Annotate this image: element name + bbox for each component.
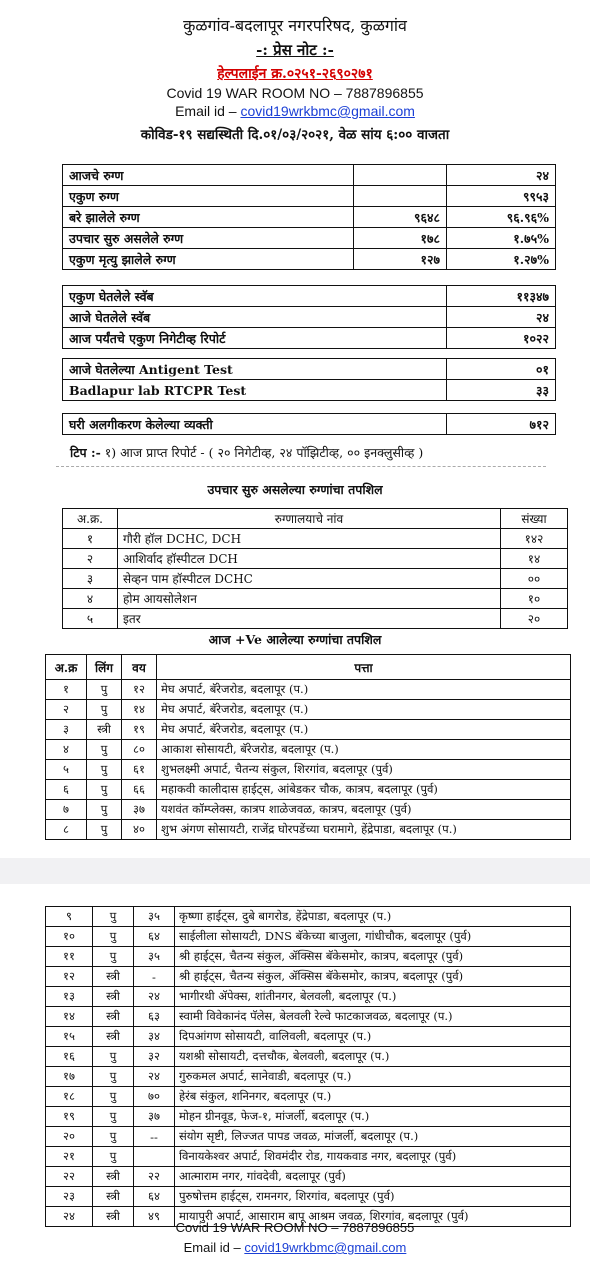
stat-value: ०१	[447, 359, 556, 380]
patient-gender: पु	[87, 680, 122, 700]
hospital-table	[62, 508, 568, 629]
stat-label: आजे घेतलेले स्वॅब	[63, 307, 447, 328]
header-serial: अ.क्र	[46, 655, 87, 680]
patient-address: आकाश सोसायटी, बॅरेजरोड, बदलापूर (प.)	[157, 740, 571, 760]
hospital-row	[63, 529, 568, 549]
stat-value: ३३	[447, 380, 556, 401]
patient-serial: ३	[46, 720, 87, 740]
patient-serial: १४	[46, 1007, 93, 1027]
note-prefix: टिप :-	[70, 445, 101, 460]
patient-gender: पु	[93, 947, 134, 967]
header-hospital-name: रुग्णालयाचे नांव	[118, 509, 501, 529]
cases-table	[62, 164, 556, 270]
patient-serial: १८	[46, 1087, 93, 1107]
stat-count: १२७	[354, 249, 447, 270]
hospital-section-title: उपचार सुरु असलेल्या रुग्णांचा तपशिल	[207, 482, 383, 497]
patient-row	[46, 800, 571, 820]
stat-label: एकुण घेतलेले स्वॅब	[63, 286, 447, 307]
stat-count	[354, 186, 447, 207]
patient-address: मायापुरी अपार्ट, आसाराम बापू आश्रम जवळ, शिरगांव, बदलापूर (पुर्व)	[175, 1207, 571, 1227]
hospital-count: १०	[501, 589, 568, 609]
patient-gender: स्त्री	[93, 987, 134, 1007]
patient-gender: स्त्री	[87, 720, 122, 740]
patient-address: मेघ अपार्ट, बॅरेजरोड, बदलापूर (प.)	[157, 680, 571, 700]
patient-serial: २३	[46, 1187, 93, 1207]
hospital-count: २०	[501, 609, 568, 629]
patient-age: ४९	[134, 1207, 175, 1227]
stat-value: ९९५३	[447, 186, 556, 207]
stat-value: १.२७%	[447, 249, 556, 270]
email-link[interactable]: covid19wrkbmc@gmail.com	[240, 103, 415, 119]
hospital-header-row	[63, 509, 568, 529]
positive-section-title: आज +Ve आलेल्या रुग्णांचा तपशिल	[208, 632, 382, 647]
positive-header-row	[46, 655, 571, 680]
stat-label: आज पर्यंतचे एकुण निगेटीव्ह रिपोर्ट	[63, 328, 447, 349]
patient-row	[46, 1047, 571, 1067]
patient-gender: पु	[93, 1087, 134, 1107]
patient-address: मोहन ग्रीनवूड, फेज-१, मांजर्ली, बदलापूर (प.)	[175, 1107, 571, 1127]
hospital-count: ००	[501, 569, 568, 589]
patient-gender: स्त्री	[93, 1167, 134, 1187]
patient-address: मेघ अपार्ट, बॅरेजरोड, बदलापूर (प.)	[157, 720, 571, 740]
divider	[56, 466, 546, 467]
swab-row	[63, 307, 556, 328]
hospital-serial: २	[63, 549, 118, 569]
stat-value: २४	[447, 165, 556, 186]
patient-serial: १९	[46, 1107, 93, 1127]
patient-age	[134, 1147, 175, 1167]
hospital-serial: १	[63, 529, 118, 549]
patient-gender: पु	[87, 740, 122, 760]
hospital-row	[63, 609, 568, 629]
patient-address: संयोग सृष्टी, लिज्जत पापड जवळ, मांजर्ली, बदलापूर (प.)	[175, 1127, 571, 1147]
positive-table-page-2	[45, 906, 571, 1227]
header-serial: अ.क्र.	[63, 509, 118, 529]
press-note-page-2	[0, 884, 590, 1280]
patient-row	[46, 1007, 571, 1027]
patient-gender: पु	[93, 1127, 134, 1147]
patient-serial: १०	[46, 927, 93, 947]
patient-row	[46, 780, 571, 800]
hospital-serial: ५	[63, 609, 118, 629]
isolation-value: ७१२	[447, 414, 556, 435]
patient-address: शुभ अंगण सोसायटी, राजेंद्र घोरपडेंच्या घरामागे, हेंद्रेपाडा, बदलापूर (प.)	[157, 820, 571, 840]
test-row	[63, 380, 556, 401]
isolation-label: घरी अलगीकरण केलेल्या व्यक्ती	[63, 414, 447, 435]
patient-address: साईलीला सोसायटी, DNS बॅकेच्या बाजुला, गांधीचौक, बदलापूर (पुर्व)	[175, 927, 571, 947]
patient-serial: ४	[46, 740, 87, 760]
patient-gender: पु	[93, 1107, 134, 1127]
patient-gender: पु	[87, 820, 122, 840]
patient-address: गुरुकमल अपार्ट, सानेवाडी, बदलापूर (प.)	[175, 1067, 571, 1087]
patient-age: १९	[122, 720, 157, 740]
patient-age: --	[134, 1127, 175, 1147]
patient-serial: २	[46, 700, 87, 720]
patient-row	[46, 1167, 571, 1187]
cases-row	[63, 207, 556, 228]
patient-age: १२	[122, 680, 157, 700]
patient-serial: ११	[46, 947, 93, 967]
press-note-heading: -: प्रेस नोट :-	[256, 41, 334, 59]
patient-age: २२	[134, 1167, 175, 1187]
email-line	[0, 103, 590, 119]
patient-age: ३५	[134, 907, 175, 927]
hospital-serial: ३	[63, 569, 118, 589]
patient-age: ३५	[134, 947, 175, 967]
page-separator	[0, 858, 590, 884]
patient-age: ६४	[134, 927, 175, 947]
patient-address: आत्माराम नगर, गांवदेवी, बदलापूर (पुर्व)	[175, 1167, 571, 1187]
hospital-row	[63, 549, 568, 569]
patient-serial: ९	[46, 907, 93, 927]
patient-address: स्वामी विवेकानंद पॅलेस, बेलवली रेल्वे फाटकाजवळ, बदलापूर (प.)	[175, 1007, 571, 1027]
patient-gender: पु	[87, 700, 122, 720]
patient-row	[46, 1027, 571, 1047]
patient-age: ६१	[122, 760, 157, 780]
patient-age: २४	[134, 1067, 175, 1087]
note-text: १) आज प्राप्त रिपोर्ट - ( २० निगेटीव्ह, २४ पॉझिटीव्ह, ०० इनक्लुसीव्ह )	[100, 445, 424, 460]
patient-age: ८०	[122, 740, 157, 760]
patient-gender: पु	[87, 780, 122, 800]
patient-serial: १५	[46, 1027, 93, 1047]
cases-row	[63, 165, 556, 186]
patient-serial: ५	[46, 760, 87, 780]
patient-age: ३७	[134, 1107, 175, 1127]
cases-row	[63, 228, 556, 249]
patient-row	[46, 987, 571, 1007]
header-gender: लिंग	[87, 655, 122, 680]
stat-count: ९६४८	[354, 207, 447, 228]
hospital-serial: ४	[63, 589, 118, 609]
patient-address: विनायकेश्वर अपार्ट, शिवमंदीर रोड, गायकवाड नगर, बदलापूर (पुर्व)	[175, 1147, 571, 1167]
council-title: कुळगांव-बदलापूर नगरपरिषद, कुळगांव	[183, 16, 407, 35]
patient-serial: १६	[46, 1047, 93, 1067]
stat-label: उपचार सुरु असलेले रुग्ण	[63, 228, 354, 249]
patient-age: ३२	[134, 1047, 175, 1067]
hospital-name: होम आयसोलेशन	[118, 589, 501, 609]
patient-row	[46, 1147, 571, 1167]
patient-gender: पु	[87, 800, 122, 820]
patient-row	[46, 740, 571, 760]
patient-address: शुभलक्ष्मी अपार्ट, चैतन्य संकुल, शिरगांव, बदलापूर (पुर्व)	[157, 760, 571, 780]
patient-row	[46, 720, 571, 740]
stat-label: बरे झालेले रुग्ण	[63, 207, 354, 228]
patient-address: कृष्णा हाईट्स, दुबे बागरोड, हेंद्रेपाडा, बदलापूर (प.)	[175, 907, 571, 927]
header-count: संख्या	[501, 509, 568, 529]
patient-gender: पु	[93, 927, 134, 947]
swab-table	[62, 285, 556, 349]
patient-row	[46, 1087, 571, 1107]
hospital-name: सेव्हन पाम हॉस्पीटल DCHC	[118, 569, 501, 589]
hospital-row	[63, 589, 568, 609]
patient-serial: १३	[46, 987, 93, 1007]
tests-table	[62, 358, 556, 401]
patient-serial: ७	[46, 800, 87, 820]
header-address: पत्ता	[157, 655, 571, 680]
patient-age: ७०	[134, 1087, 175, 1107]
patient-gender: पु	[93, 907, 134, 927]
patient-serial: १२	[46, 967, 93, 987]
patient-address: भागीरथी ॲपेक्स, शांतीनगर, बेलवली, बदलापूर (प.)	[175, 987, 571, 1007]
patient-serial: २२	[46, 1167, 93, 1187]
patient-row	[46, 947, 571, 967]
patient-gender: पु	[93, 1047, 134, 1067]
footer-email-link[interactable]: covid19wrkbmc@gmail.com	[244, 1240, 407, 1255]
hospital-name: आशिर्वाद हॉस्पीटल DCH	[118, 549, 501, 569]
patient-age: ३४	[134, 1027, 175, 1047]
patient-gender: पु	[87, 760, 122, 780]
patient-age: ६४	[134, 1187, 175, 1207]
positive-table-page-1	[45, 654, 571, 840]
patient-serial: १	[46, 680, 87, 700]
isolation-table	[62, 413, 556, 435]
patient-row	[46, 820, 571, 840]
patient-address: मेघ अपार्ट, बॅरेजरोड, बदलापूर (प.)	[157, 700, 571, 720]
email-label: Email id –	[175, 103, 241, 119]
patient-row	[46, 680, 571, 700]
patient-address: यशवंत कॉम्प्लेक्स, कात्रप शाळेजवळ, कात्रप, बदलापूर (पुर्व)	[157, 800, 571, 820]
patient-age: ६३	[134, 1007, 175, 1027]
stat-value: ११३४७	[447, 286, 556, 307]
war-room-number: Covid 19 WAR ROOM NO – 7887896855	[166, 85, 424, 101]
patient-address: यशश्री सोसायटी, दत्तचौक, बेलवली, बदलापूर (प.)	[175, 1047, 571, 1067]
patient-gender: स्त्री	[93, 1007, 134, 1027]
header-age: वय	[122, 655, 157, 680]
patient-gender: स्त्री	[93, 1207, 134, 1227]
note-line	[70, 444, 423, 461]
patient-age: ४०	[122, 820, 157, 840]
hospital-name: गौरी हॉल DCHC, DCH	[118, 529, 501, 549]
patient-age: १४	[122, 700, 157, 720]
hospital-row	[63, 569, 568, 589]
patient-age: ६६	[122, 780, 157, 800]
patient-address: पुरुषोत्तम हाईट्स, रामनगर, शिरगांव, बदलापूर (पुर्व)	[175, 1187, 571, 1207]
status-line: कोविड-१९ सद्यस्थिती दि.०१/०३/२०२१, वेळ सांय ६:०० वाजता	[140, 127, 450, 143]
stat-count: १७८	[354, 228, 447, 249]
patient-address: दिपआंगण सोसायटी, वालिवली, बदलापूर (प.)	[175, 1027, 571, 1047]
helpline-number: हेल्पलाईन क्र.०२५१-२६९०२७१	[217, 66, 373, 82]
stat-count	[354, 165, 447, 186]
stat-value: १०२२	[447, 328, 556, 349]
swab-row	[63, 328, 556, 349]
patient-gender: स्त्री	[93, 1027, 134, 1047]
footer-war-room: Covid 19 WAR ROOM NO – 7887896855	[175, 1220, 415, 1235]
patient-gender: पु	[93, 1147, 134, 1167]
patient-row	[46, 760, 571, 780]
patient-gender: स्त्री	[93, 967, 134, 987]
hospital-count: १४	[501, 549, 568, 569]
stat-value: ९६.९६%	[447, 207, 556, 228]
patient-row	[46, 1107, 571, 1127]
patient-row	[46, 1187, 571, 1207]
patient-serial: ८	[46, 820, 87, 840]
test-row	[63, 359, 556, 380]
patient-serial: २१	[46, 1147, 93, 1167]
patient-serial: ६	[46, 780, 87, 800]
patient-serial: २०	[46, 1127, 93, 1147]
patient-gender: पु	[93, 1067, 134, 1087]
patient-serial: १७	[46, 1067, 93, 1087]
stat-label: एकुण रुग्ण	[63, 186, 354, 207]
isolation-row	[63, 414, 556, 435]
swab-row	[63, 286, 556, 307]
patient-address: श्री हाईट्स, चैतन्य संकुल, ॲक्सिस बॅकेसमोर, कात्रप, बदलापूर (पुर्व)	[175, 967, 571, 987]
stat-value: २४	[447, 307, 556, 328]
hospital-name: इतर	[118, 609, 501, 629]
hospital-count: १४२	[501, 529, 568, 549]
stat-label: Badlapur lab RTCPR Test	[63, 380, 447, 401]
patient-row	[46, 1127, 571, 1147]
patient-address: महाकवी कालीदास हाईट्स, आंबेडकर चौक, कात्रप, बदलापूर (पुर्व)	[157, 780, 571, 800]
patient-serial: २४	[46, 1207, 93, 1227]
patient-address: श्री हाईट्स, चैतन्य संकुल, ॲक्सिस बॅकेसमोर, कात्रप, बदलापूर (पुर्व)	[175, 947, 571, 967]
patient-row	[46, 927, 571, 947]
patient-gender: स्त्री	[93, 1187, 134, 1207]
patient-row	[46, 700, 571, 720]
cases-row	[63, 249, 556, 270]
stat-label: आजचे रुग्ण	[63, 165, 354, 186]
footer-email-label: Email id –	[183, 1240, 245, 1255]
cases-row	[63, 186, 556, 207]
patient-age: ३७	[122, 800, 157, 820]
patient-age: -	[134, 967, 175, 987]
patient-row	[46, 1067, 571, 1087]
footer-email-line	[0, 1240, 590, 1255]
stat-label: एकुण मृत्यु झालेले रुग्ण	[63, 249, 354, 270]
stat-value: १.७५%	[447, 228, 556, 249]
patient-row	[46, 907, 571, 927]
patient-row	[46, 967, 571, 987]
patient-age: २४	[134, 987, 175, 1007]
stat-label: आजे घेतलेल्या Antigent Test	[63, 359, 447, 380]
patient-address: हेरंब संकुल, शनिनगर, बदलापूर (प.)	[175, 1087, 571, 1107]
